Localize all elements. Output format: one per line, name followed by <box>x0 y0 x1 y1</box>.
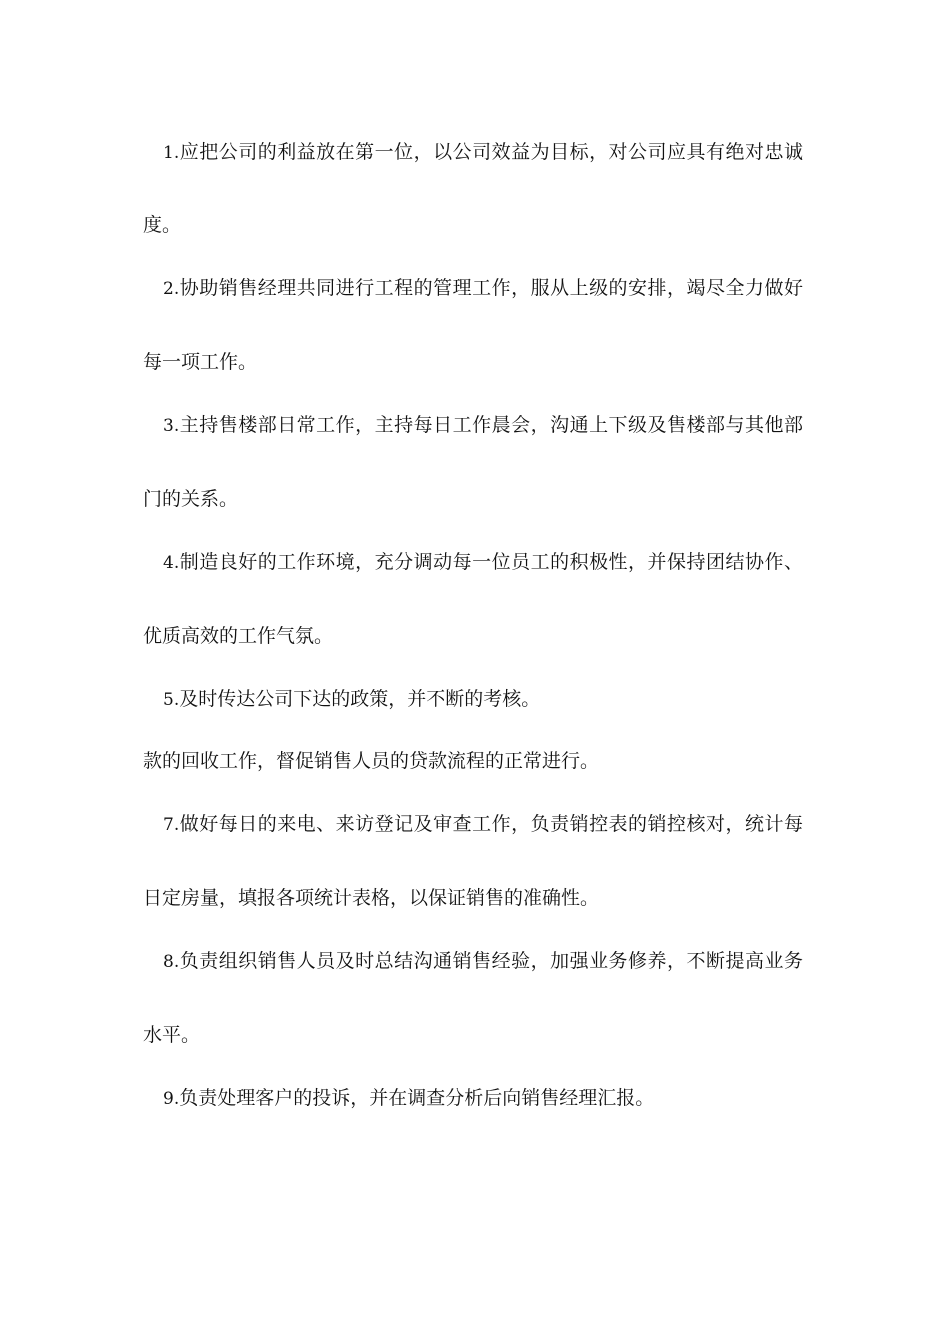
item-8-continuation: 水平。 <box>143 1024 201 1046</box>
item-5-continuation: 款的回收工作，督促销售人员的贷款流程的正常进行。 <box>143 750 600 772</box>
item-9-first-line <box>163 1086 654 1111</box>
item-8-number: 8. <box>163 952 180 972</box>
item-4-first-line <box>163 550 803 575</box>
item-2-number: 2. <box>163 279 180 299</box>
item-7-text: 做好每日的来电、来访登记及审查工作，负责销控表的销控核对，统计每 <box>179 813 803 835</box>
item-5-text: 及时传达公司下达的政策，并不断的考核。 <box>179 688 541 710</box>
item-5-first-line <box>163 687 540 712</box>
item-1-number: 1. <box>163 143 180 163</box>
item-9-text: 负责处理客户的投诉，并在调查分析后向销售经理汇报。 <box>179 1087 655 1109</box>
item-2-first-line <box>163 276 803 301</box>
item-2-text: 协助销售经理共同进行工程的管理工作，服从上级的安排，竭尽全力做好 <box>179 277 803 299</box>
item-1-text: 应把公司的利益放在第一位，以公司效益为目标，对公司应具有绝对忠诚 <box>179 141 803 163</box>
item-7-first-line <box>163 812 803 837</box>
item-4-continuation: 优质高效的工作气氛。 <box>143 625 334 647</box>
item-2-continuation: 每一项工作。 <box>143 351 258 373</box>
item-1-first-line <box>163 140 803 165</box>
item-8-first-line <box>163 949 803 974</box>
item-4-number: 4. <box>163 553 180 573</box>
item-3-text: 主持售楼部日常工作，主持每日工作晨会，沟通上下级及售楼部与其他部 <box>179 414 803 436</box>
item-4-text: 制造良好的工作环境，充分调动每一位员工的积极性，并保持团结协作、 <box>179 551 803 573</box>
item-3-first-line <box>163 413 803 438</box>
item-7-continuation: 日定房量，填报各项统计表格，以保证销售的准确性。 <box>143 887 600 909</box>
item-1-continuation: 度。 <box>143 214 182 236</box>
item-8-text: 负责组织销售人员及时总结沟通销售经验，加强业务修养，不断提高业务 <box>179 950 803 972</box>
item-5-number: 5. <box>163 690 180 710</box>
item-9-number: 9. <box>163 1089 180 1109</box>
item-7-number: 7. <box>163 815 180 835</box>
item-3-number: 3. <box>163 416 180 436</box>
item-3-continuation: 门的关系。 <box>143 488 239 510</box>
